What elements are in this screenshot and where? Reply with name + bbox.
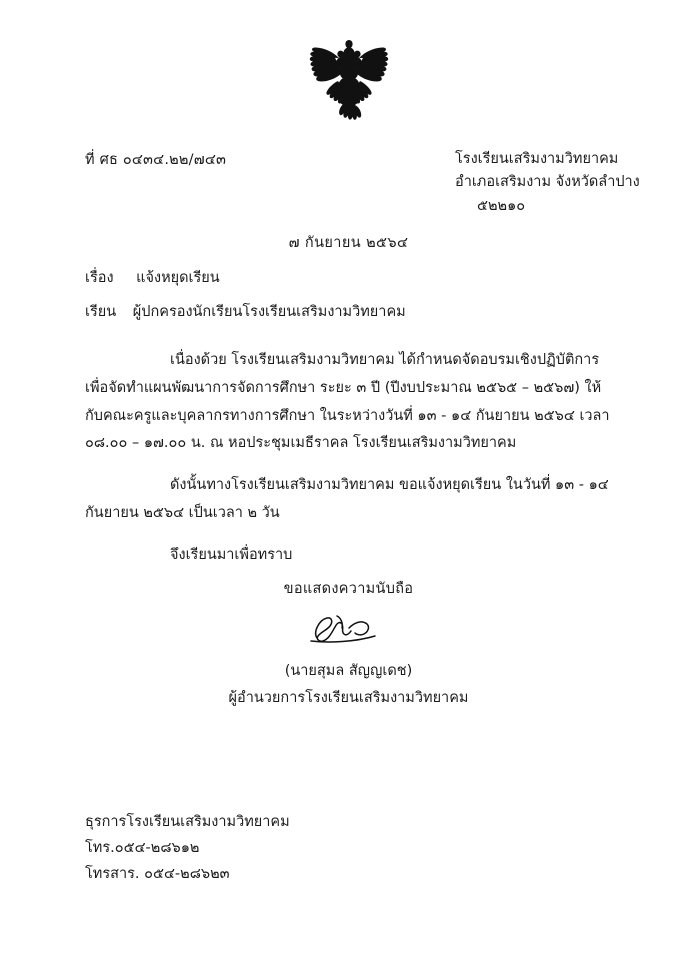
footer-contact [85,810,290,887]
subject-label: เรื่อง [85,270,114,286]
garuda-emblem [295,34,403,138]
address-school: โรงเรียนเสริมงามวิทยาคม [455,151,619,167]
paragraph-text: เนื่องด้วย โรงเรียนเสริมงามวิทยาคม ได้กำหนดจัดอบรมเชิงปฏิบัติการเพื่อจัดทำแผนพัฒนาการจัดการศึกษา ระยะ ๓ ปี (ปีงบประมาณ ๒๕๖๕ – ๒๕๖๗) ให้กับคณะครูและบุคลากรทางการศึกษา ในระหว่างวันที่ ๑๓ - ๑๔ กันยายน ๒๕๖๔ เวลา ๐๘.๐๐ – ๑๗.๐๐ น. ณ หอประชุมเมธีราคล โรงเรียนเสริมงามวิทยาคม [85,352,610,452]
footer-office: ธุรการโรงเรียนเสริมงามวิทยาคม [85,814,290,830]
address-postcode: ๕๒๒๑๐ [477,197,526,214]
sender-address [455,148,640,218]
recipient-value: ผู้ปกครองนักเรียนโรงเรียนเสริมงามวิทยาคม [132,304,406,320]
signer-name: (นายสุมล สัญญเดช) [284,662,413,679]
subject-row [85,266,220,289]
recipient-row [85,300,406,323]
document-date: ๗ กันยายน ๒๕๖๔ [288,235,409,251]
signer-title: ผู้อำนวยการโรงเรียนเสริมงามวิทยาคม [228,690,469,707]
document-body [85,347,613,584]
address-district: อำเภอเสริมงาม จังหวัดลำปาง [455,174,640,191]
footer-fax: โทรสาร. ๐๕๔-๒๘๖๒๓ [85,865,230,882]
handwritten-signature-icon [289,606,409,652]
body-paragraph [85,347,613,458]
footer-phone: โทร.๐๕๔-๒๘๖๑๒ [85,839,200,856]
signature-regards: ขอแสดงความนับถือ [283,581,414,597]
subject-value: แจ้งหยุดเรียน [136,270,220,286]
document-number: ที่ ศธ ๐๔๓๔.๒๒/๗๔๓ [85,152,227,168]
recipient-label: เรียน [85,304,117,320]
signature-block [0,576,697,713]
signature-mark [0,604,697,656]
body-paragraph [85,542,613,570]
emblem-container [0,34,697,138]
paragraph-text: ดังนั้นทางโรงเรียนเสริมงามวิทยาคม ขอแจ้งหยุดเรียน ในวันที่ ๑๓ - ๑๔ กันยายน ๒๕๖๔ เป็นเวลา ๒ วัน [85,477,609,522]
paragraph-text: จึงเรียนมาเพื่อทราบ [170,546,293,563]
body-paragraph [85,472,613,528]
